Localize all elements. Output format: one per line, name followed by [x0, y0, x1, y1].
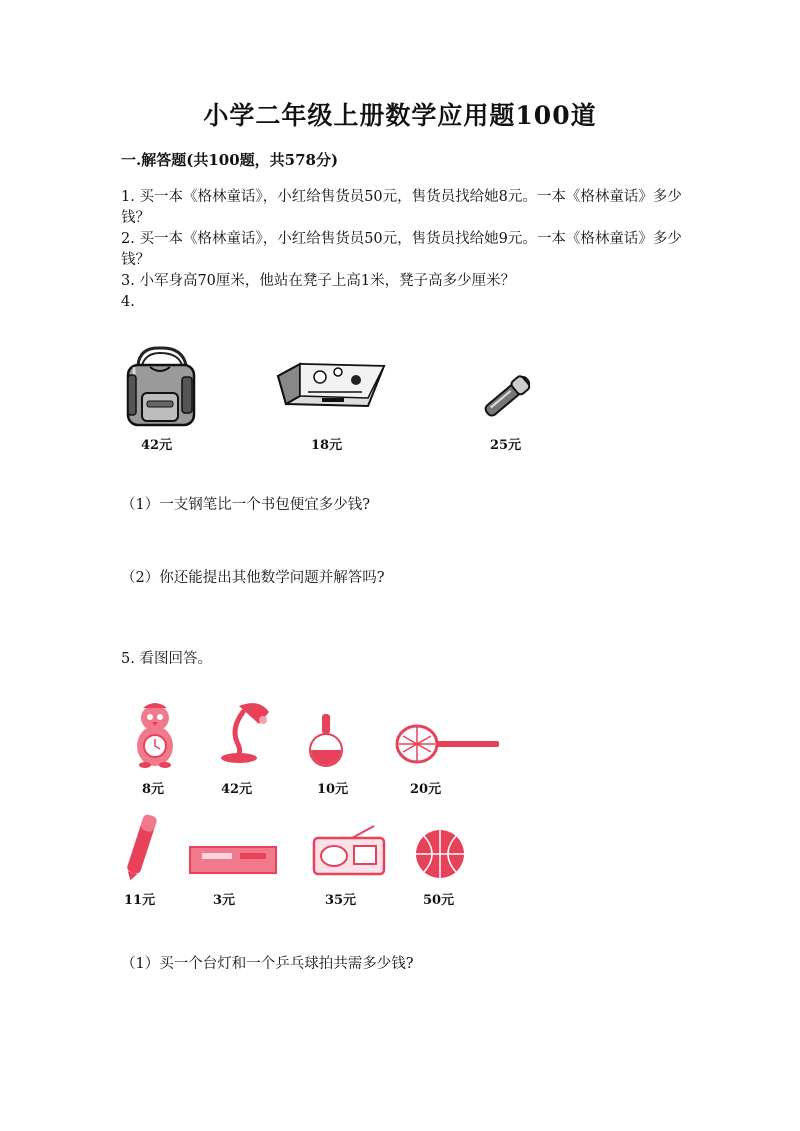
ping-pong-paddle-icon — [309, 714, 343, 770]
price-label: 42元 — [141, 438, 173, 453]
question-3: 3. 小军身高70厘米，他站在凳子上高1米，凳子高多少厘米？ — [121, 273, 516, 289]
pen-icon — [124, 812, 158, 882]
price-label: 10元 — [317, 782, 349, 797]
page-title: 小学二年级上册数学应用题100道 — [203, 101, 597, 130]
question-5: 5. 看图回答。 — [121, 651, 212, 667]
question-2: 2. 买一本《格林童话》，小红给售货员50元，售货员找给她9元。一本《格林童话》多少钱？ — [121, 231, 682, 268]
price-label: 18元 — [311, 438, 343, 453]
backpack-icon — [120, 345, 200, 430]
question-1: 1. 买一本《格林童话》，小红给售货员50元，售货员找给她8元。一本《格林童话》多少钱？ — [121, 189, 682, 226]
question-5-sub-1: （1）买一个台灯和一个乒乓球拍共需多少钱? — [121, 956, 414, 972]
question-4-sub-2: （2）你还能提出其他数学问题并解答吗? — [121, 570, 385, 586]
pen-icon — [478, 372, 538, 422]
price-label: 20元 — [410, 782, 442, 797]
question-4-sub-1: （1）一支钢笔比一个书包便宜多少钱? — [121, 497, 370, 513]
price-label: 8元 — [142, 782, 165, 797]
tennis-racket-icon — [395, 722, 501, 766]
price-label: 42元 — [221, 782, 253, 797]
pencil-case-icon — [272, 362, 388, 412]
price-label: 11元 — [124, 893, 156, 908]
price-label: 3元 — [213, 893, 236, 908]
section-title: 一.解答题(共100题，共578分) — [121, 151, 339, 169]
basketball-icon — [414, 828, 466, 880]
price-label: 35元 — [325, 893, 357, 908]
price-label: 25元 — [490, 438, 522, 453]
price-label: 50元 — [423, 893, 455, 908]
desk-lamp-icon — [215, 698, 275, 764]
pencil-box-icon — [188, 845, 278, 875]
penguin-clock-icon — [133, 702, 177, 768]
question-4: 4. — [121, 294, 135, 310]
radio-icon — [312, 824, 386, 876]
